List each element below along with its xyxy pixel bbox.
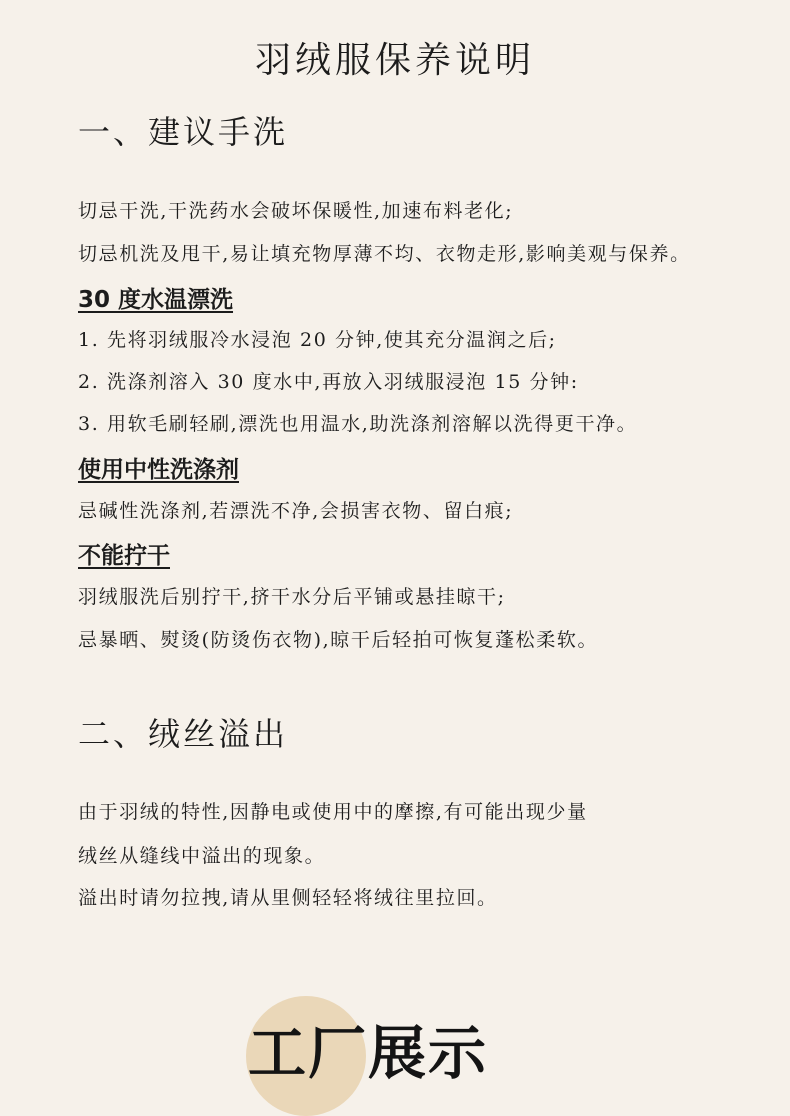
text-line: 绒丝从缝线中溢出的现象。 xyxy=(78,845,326,867)
factory-title: 工厂展示 xyxy=(248,1019,489,1087)
text-line: 溢出时请勿拉拽,请从里侧轻轻将绒往里拉回。 xyxy=(78,887,498,909)
text-line: 忌暴晒、熨烫(防烫伤衣物),晾干后轻拍可恢复蓬松柔软。 xyxy=(78,629,599,651)
page-title: 羽绒服保养说明 xyxy=(254,40,535,81)
section-heading-down-leak: 二、绒丝溢出 xyxy=(78,715,289,753)
text-line: 3. 用软毛刷轻刷,漂洗也用温水,助洗涤剂溶解以洗得更干净。 xyxy=(78,413,638,435)
sub-heading-no-wring: 不能拧干 xyxy=(78,543,170,569)
section-heading-hand-wash: 一、建议手洗 xyxy=(78,113,289,151)
text-line: 切忌机洗及甩干,易让填充物厚薄不均、衣物走形,影响美观与保养。 xyxy=(78,243,691,265)
text-line: 羽绒服洗后别拧干,挤干水分后平铺或悬挂晾干; xyxy=(78,586,506,608)
sub-heading-neutral-detergent: 使用中性洗涤剂 xyxy=(78,457,239,483)
text-line: 忌碱性洗涤剂,若漂洗不净,会损害衣物、留白痕; xyxy=(78,500,514,522)
text-line: 2. 洗涤剂溶入 30 度水中,再放入羽绒服浸泡 15 分钟: xyxy=(78,371,579,393)
text-line: 切忌干洗,干洗药水会破坏保暖性,加速布料老化; xyxy=(78,200,514,222)
text-line: 1. 先将羽绒服冷水浸泡 20 分钟,使其充分温润之后; xyxy=(78,329,557,351)
text-line: 由于羽绒的特性,因静电或使用中的摩擦,有可能出现少量 xyxy=(78,801,588,823)
sub-heading-water-temp: 30 度水温漂洗 xyxy=(78,287,234,313)
